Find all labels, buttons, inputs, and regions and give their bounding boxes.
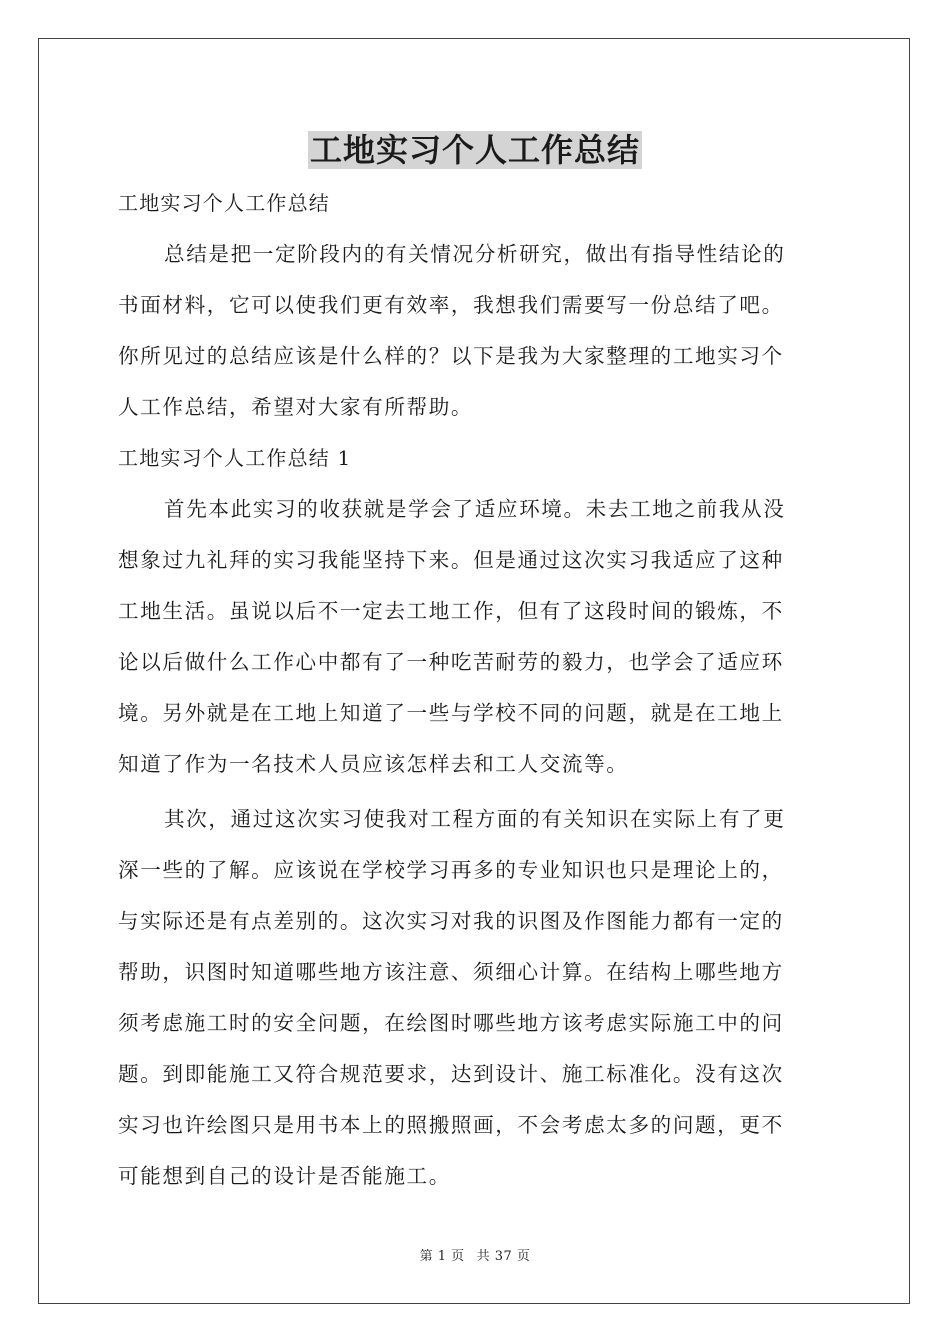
intro-line: 你所见过的总结应该是什么样的？以下是我为大家整理的工地实习个 bbox=[118, 344, 784, 368]
paragraph-line: 想象过九礼拜的实习我能坚持下来。但是通过这次实习我适应了这种 bbox=[118, 548, 784, 572]
intro-paragraph bbox=[118, 229, 834, 433]
intro-line: 书面材料，它可以使我们更有效率，我想我们需要写一份总结了吧。 bbox=[118, 293, 784, 317]
intro-line: 人工作总结，希望对大家有所帮助。 bbox=[118, 395, 474, 419]
page-total: 共 37 页 bbox=[476, 1249, 531, 1264]
paragraph-line: 工地生活。虽说以后不一定去工地工作，但有了这段时间的锻炼，不 bbox=[118, 599, 784, 623]
intro-line: 总结是把一定阶段内的有关情况分析研究，做出有指导性结论的 bbox=[164, 242, 786, 266]
document-subtitle: 工地实习个人工作总结 bbox=[118, 191, 330, 215]
paragraph-line: 须考虑施工时的安全问题，在绘图时哪些地方该考虑实际施工中的问 bbox=[118, 1011, 784, 1035]
paragraph-line: 深一些的了解。应该说在学校学习再多的专业知识也只是理论上的， bbox=[118, 858, 784, 882]
paragraph-line: 帮助，识图时知道哪些地方该注意、须细心计算。在结构上哪些地方 bbox=[118, 960, 784, 984]
paragraph-line: 论以后做什么工作心中都有了一种吃苦耐劳的毅力，也学会了适应环 bbox=[118, 650, 784, 674]
section-heading: 工地实习个人工作总结 1 bbox=[118, 446, 352, 470]
paragraph-1 bbox=[118, 484, 834, 790]
paragraph-line: 实习也许绘图只是用书本上的照搬照画，不会考虑太多的问题，更不 bbox=[118, 1113, 784, 1137]
paragraph-line: 首先本此实习的收获就是学会了适应环境。未去工地之前我从没 bbox=[164, 497, 786, 521]
document-title bbox=[0, 126, 950, 174]
paragraph-line: 境。另外就是在工地上知道了一些与学校不同的问题，就是在工地上 bbox=[118, 701, 784, 725]
document-title-text: 工地实习个人工作总结 bbox=[309, 131, 640, 169]
paragraph-2 bbox=[118, 794, 834, 1202]
paragraph-line: 其次，通过这次实习使我对工程方面的有关知识在实际上有了更 bbox=[164, 807, 786, 831]
paragraph-line: 可能想到自己的设计是否能施工。 bbox=[118, 1164, 451, 1188]
paragraph-line: 知道了作为一名技术人员应该怎样去和工人交流等。 bbox=[118, 752, 629, 776]
page-footer bbox=[0, 1245, 950, 1264]
paragraph-line: 与实际还是有点差别的。这次实习对我的识图及作图能力都有一定的 bbox=[118, 909, 784, 933]
page-number: 第 1 页 bbox=[419, 1249, 465, 1264]
paragraph-line: 题。到即能施工又符合规范要求，达到设计、施工标准化。没有这次 bbox=[118, 1062, 784, 1086]
document-body bbox=[118, 178, 834, 1202]
